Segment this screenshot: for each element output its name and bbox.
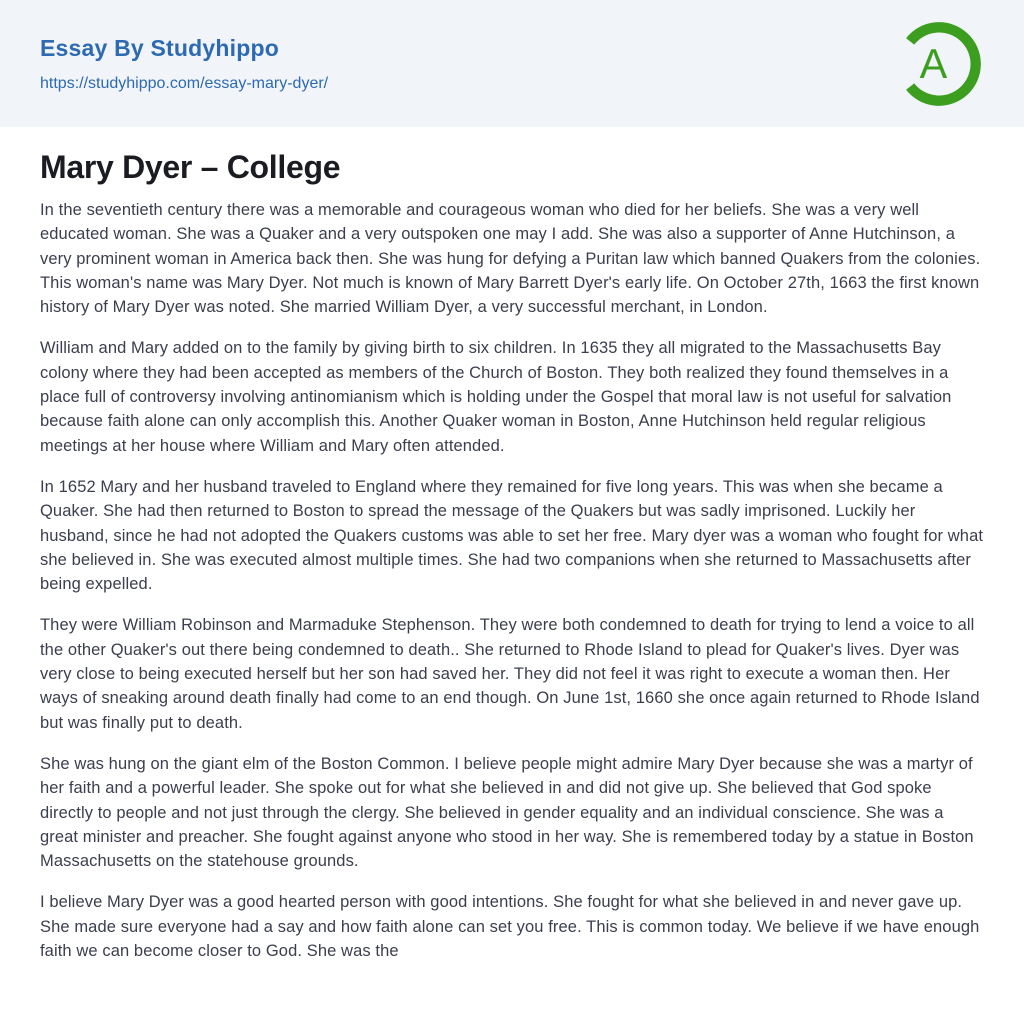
page-header: [0, 0, 1024, 127]
essay-paragraph-3: In 1652 Mary and her husband traveled to England where they remained for five long years. This was when she became a Quaker. She had then returned to Boston to spread the message of the Quakers but was sadly imprisoned. Luckily her husband, since he had not adopted the Quakers customs was able to set her free. Mary dyer was a woman who fought for what she believed in. She was executed almost multiple times. She had two companions when she returned to Massachusetts after being expelled.: [40, 477, 984, 594]
essay-content: [0, 127, 1024, 963]
essay-paragraph-4: They were William Robinson and Marmaduke Stephenson. They were both condemned to death for trying to lend a voice to all the other Quaker's out there being condemned to death.. She returned to Rhode Island to plead for Quaker's lives. Dyer was very close to being executed herself but her son had saved her. They did not feel it was right to execute a woman then. Her ways of sneaking around death finally had come to an end though. On June 1st, 1660 she once again returned to Rhode Island but was finally put to death.: [40, 616, 980, 732]
essay-paragraph-1: In the seventieth century there was a memorable and courageous woman who died for her beliefs. She was a very well educated woman. She was a Quaker and a very outspoken one may I add. She was also a supporter of Anne Hutchinson, a very prominent woman in America back then. She was hung for defying a Puritan law which banned Quakers from the colonies. This woman's name was Mary Dyer. Not much is known of Mary Barrett Dyer's early life. On October 27th, 1663 the first known history of Mary Dyer was noted. She married William Dyer, a very successful merchant, in London.: [40, 201, 981, 317]
essay-paragraph-5: She was hung on the giant elm of the Boston Common. I believe people might admire Mary Dyer because she was a martyr of her faith and a powerful leader. She spoke out for what she believed in and did not give up. She believed that God spoke directly to people and not just through the clergy. She believed in gender equality and an individual conscience. She was a great minister and preacher. She fought against anyone who stood in her way. She is remembered today by a statue in Boston Massachusetts on the statehouse grounds.: [40, 754, 974, 871]
site-title: Essay By Studyhippo: [40, 34, 279, 61]
essay-paragraph-2: William and Mary added on to the family by giving birth to six children. In 1635 they all migrated to the Massachusetts Bay colony where they had been accepted as members of the Church of Boston. They both realized they found themselves in a place full of controversy involving antinomianism which is holding under the Gospel that moral law is not useful for salvation because faith alone can only accomplish this. Another Quaker woman in Boston, Anne Hutchinson held regular religious meetings at her house where William and Mary often attended.: [40, 339, 952, 455]
studyhippo-logo: [892, 17, 986, 111]
source-url-link[interactable]: https://studyhippo.com/essay-mary-dyer/: [40, 74, 329, 92]
logo-letter: A: [919, 40, 948, 87]
essay-paragraph-6: I believe Mary Dyer was a good hearted person with good intentions. She fought for what she believed in and never gave up. She made sure everyone had a say and how faith alone can set you free. This is common today. We believe if we have enough faith we can become closer to God. She was the: [40, 893, 980, 961]
logo-arc-icon: [892, 17, 986, 111]
essay-title: Mary Dyer – College: [40, 149, 341, 185]
header-text-block: [40, 35, 328, 93]
